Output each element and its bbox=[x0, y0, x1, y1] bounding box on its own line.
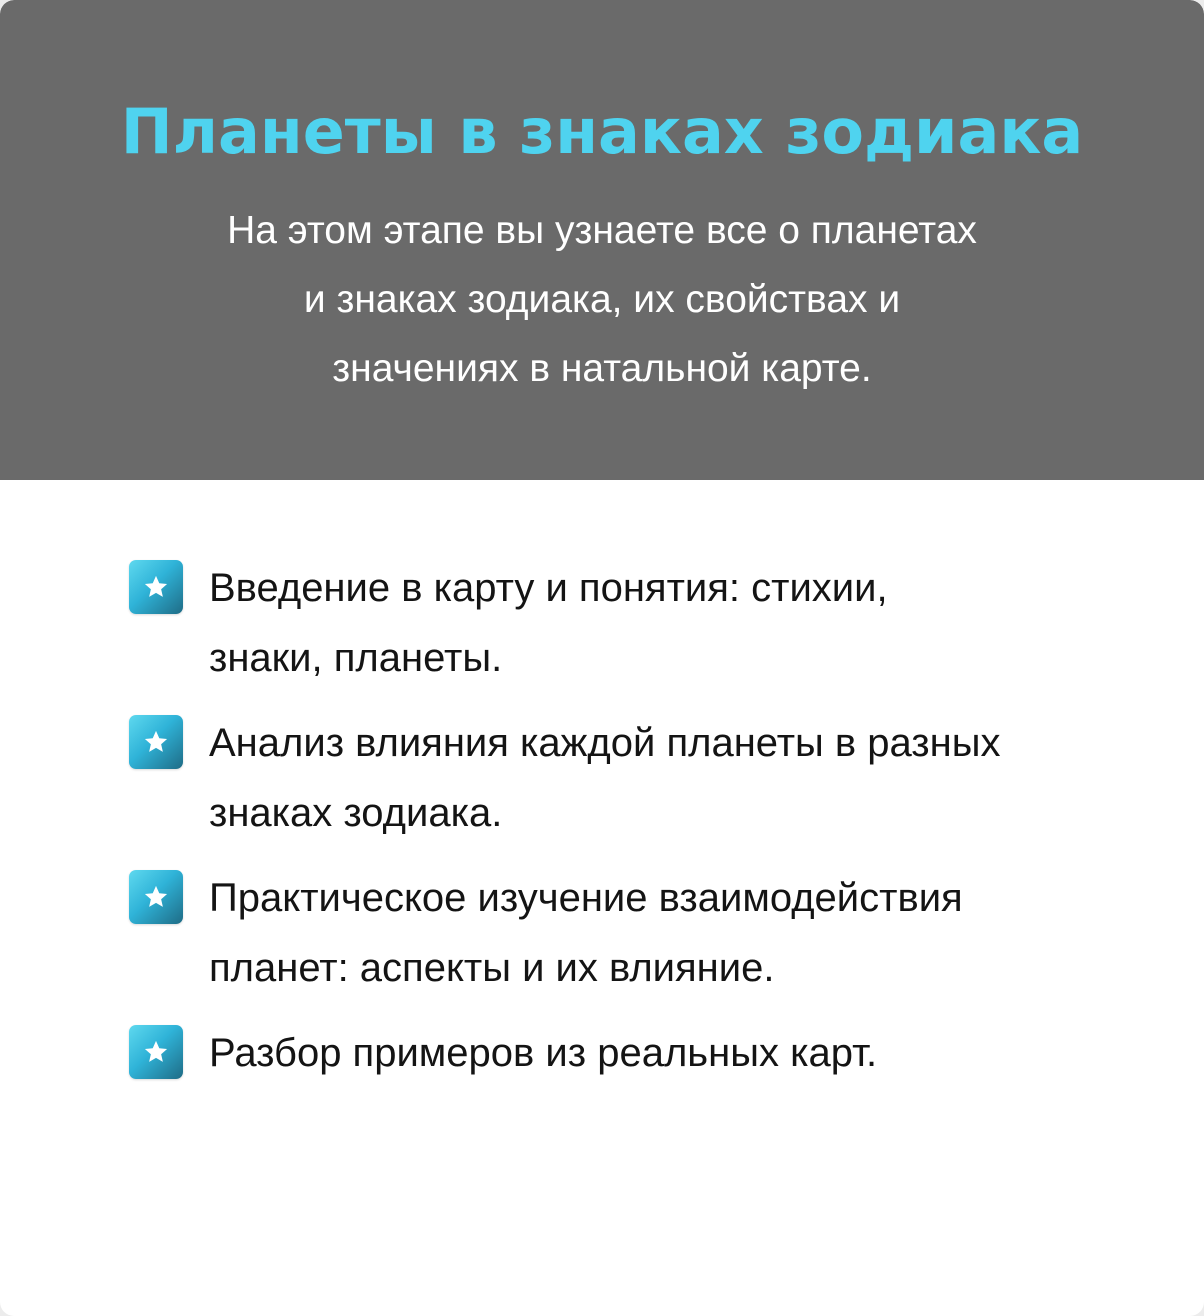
topic-text bbox=[209, 1018, 1169, 1088]
stage-title: Планеты в знаках зодиака bbox=[120, 95, 1084, 168]
topic-text-line: знаках зодиака. bbox=[209, 791, 503, 835]
topic-text bbox=[209, 708, 1169, 848]
star-icon bbox=[129, 560, 183, 614]
topic-text-line: Разбор примеров из реальных карт. bbox=[209, 1031, 878, 1075]
topic-text bbox=[209, 553, 1169, 693]
star-icon bbox=[129, 1025, 183, 1079]
topic-text-line: Практическое изучение взаимодействия bbox=[209, 876, 963, 920]
topic-text-line: Введение в карту и понятия: стихии, bbox=[209, 566, 888, 610]
topic-text-line: планет: аспекты и их влияние. bbox=[209, 946, 775, 990]
stage-description-line: и знаках зодиака, их свойствах и bbox=[303, 278, 901, 321]
topic-text bbox=[209, 863, 1169, 1003]
stage-description-line: На этом этапе вы узнаете все о планетах bbox=[227, 209, 977, 252]
topic-text-line: знаки, планеты. bbox=[209, 636, 503, 680]
topic-text-line: Анализ влияния каждой планеты в разных bbox=[209, 721, 1001, 765]
star-icon bbox=[129, 870, 183, 924]
stage-description-line: значениях в натальной карте. bbox=[332, 347, 872, 390]
star-icon bbox=[129, 715, 183, 769]
